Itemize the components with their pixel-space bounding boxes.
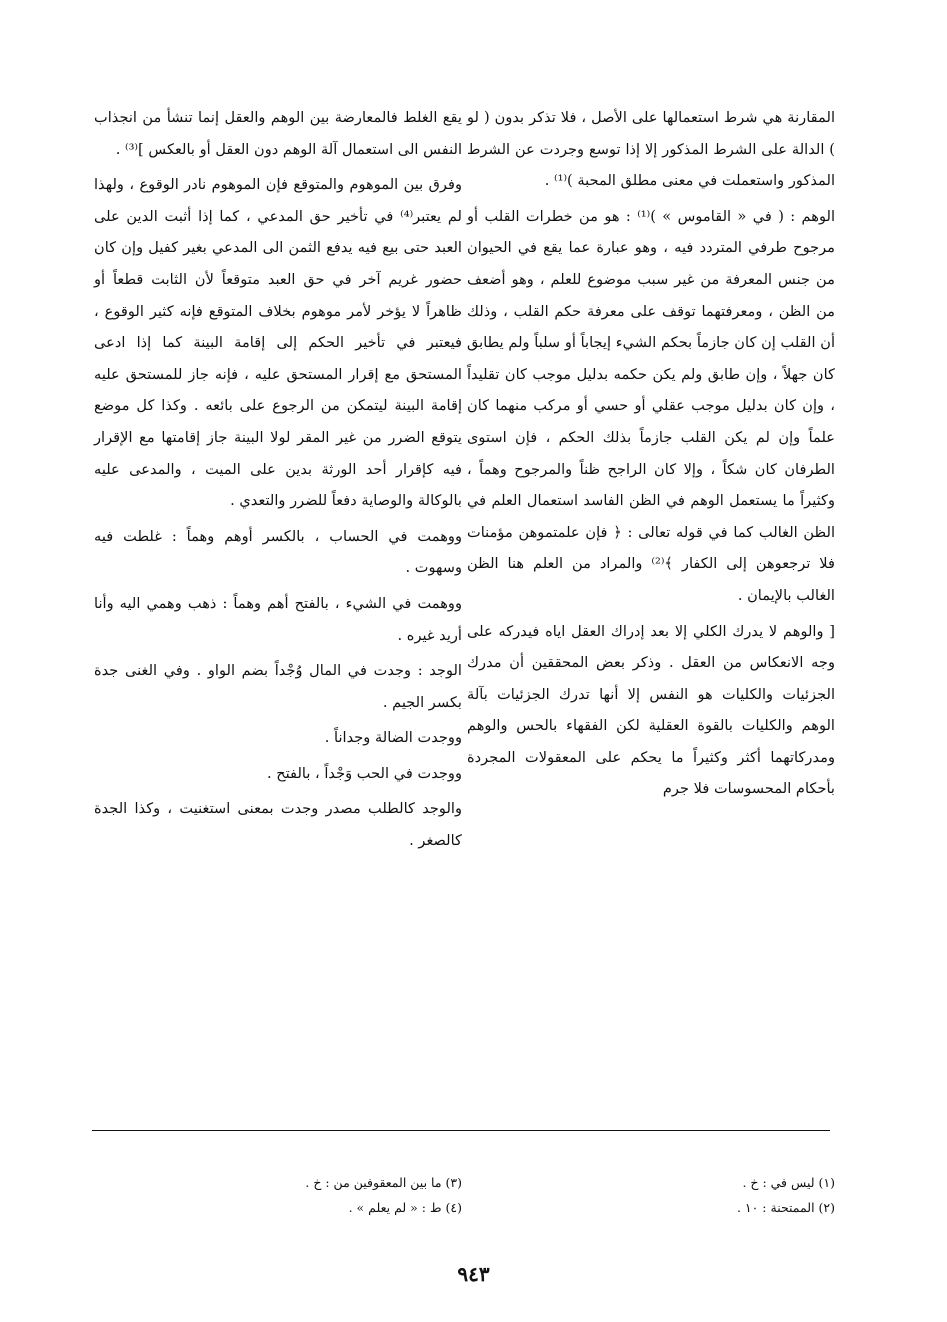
- paragraph: ووهمت في الشيء ، بالفتح أهم وهماً : ذهب وهمي اليه وأنا أريد غيره .: [94, 594, 462, 644]
- left-text-column: [94, 102, 462, 861]
- paragraph: ووجدت في الحب وَجْداً ، بالفتح .: [266, 764, 462, 782]
- paragraph: المقارنة هي شرط استعمالها على الأصل ، فلا تذكر بدون ( لو ) الدالة على الشرط المذكور إلا إذا توسع وجردت عن الشرط المذكور واستعملت في معنى مطلق المحبة )⁽¹⁾ .: [467, 109, 835, 190]
- page-number: ٩٤٣: [457, 1262, 490, 1286]
- paragraph: الوجد : وجدت في المال وُجْداً بضم الواو . وفي الغنى جدة بكسر الجيم .: [94, 662, 462, 711]
- paragraph: والوجد كالطلب مصدر وجدت بمعنى استغنيت ، وكذا الجدة كالصغر .: [94, 800, 462, 850]
- right-text-column: [467, 102, 835, 809]
- paragraph: وفرق بين الموهوم والمتوقع فإن الموهوم نادر الوقوع ، ولهذا لم يعتبر⁽⁴⁾ في تأخير حق المدعي ، كما إذا أثبت الدين على العبد حتى بيع فيه يدفع الثمن الى المدعي بغير كفيل وإن كان حضور غريم آخر في حق العبد متوقعاً لأن الثابت قطعاً أو ظاهراً لا يؤخر لأمر موهوم بخلاف المتوقع فإنه كثير الوقوع ، فيعتبر في تأخير الحكم إلى إقامة البينة كما إذا ادعى المستحق مع إقرار المستحق عليه ، فإنه جاز للمستحق عليه إقامة البينة ليتمكن من الرجوع على بائعه . وكذا كل موضع يتوقع الضرر من غير المقر لولا البينة جاز إقامتها مع الإقرار فيه كإقرار أحد الورثة بدين على الميت ، والمدعى عليه بالوكالة والوصاية دفعاً للضرر والتعدي .: [94, 176, 462, 510]
- paragraph: ووهمت في الحساب ، بالكسر أوهم وهماً : غلطت فيه وسهوت .: [94, 527, 462, 577]
- footnote: (٣) ما بين المعقوفين من : خ .: [305, 1175, 462, 1190]
- footnote: (٤) ط : « لم يعلم » .: [348, 1200, 462, 1215]
- paragraph: الوهم : ( في « القاموس » )⁽¹⁾ : هو من خطرات القلب أو مرجوح طرفي المتردد فيه ، وهو عبارة عما يقع في الحيوان من جنس المعرفة من غير سبب موضوع للعلم ، وهو أضعف من الظن ، ومعرفتهما توقف على معرفة حكم القلب ، وذلك أن القلب إن كان جازماً بحكم الشيء إيجاباً أو سلباً ولم يطابق كان جهلاً ، وإن طابق ولم يكن حكمه بدليل موجب كان تقليداً ، وإن كان بدليل موجب عقلي أو حسي أو مركب منهما كان علماً وإن لم يكن القلب جازماً بذلك الحكم ، فإن استوى الطرفان كان شكاً ، وإلا كان الراجح ظناً والمرجوح وهماً ، وكثيراً ما يستعمل الوهم في الظن الفاسد استعمال العلم في الظن الغالب كما في قوله تعالى : ﴿ فإن علمتموهن مؤمنات فلا ترجعوهن إلى الكفار ﴾⁽²⁾ والمراد من العلم هنا الظن الغالب بالإيمان .: [467, 207, 835, 604]
- footnotes-right: [467, 1170, 835, 1220]
- footnote: (١) ليس في : خ .: [742, 1175, 835, 1190]
- paragraph: [ والوهم لا يدرك الكلي إلا بعد إدراك العقل اياه فيدركه على وجه الانعكاس من العقل . وذكر بعض المحققين أن مدرك الجزئيات والكليات هو النفس إلا أنها تدرك الجزئيات بآلة الوهم والكليات بالقوة العقلية لكن الفقهاء بالحس والوهم ومدركاتهما أكثر وكثيراً ما يحكم على المعقولات المجردة بأحكام المحسوسات فلا جرم: [467, 622, 835, 798]
- paragraph: يقع الغلط فالمعارضة بين الوهم والعقل إنما تنشأ من انجذاب النفس الى استعمال آلة الوهم دون العقل أو بالعكس ]⁽³⁾ .: [94, 109, 462, 158]
- footnotes-left: [94, 1170, 462, 1220]
- footnote: (٢) الممتحنة : ١٠ .: [736, 1200, 835, 1215]
- paragraph: ووجدت الضالة وجداناً .: [324, 729, 462, 747]
- footnote-separator: [92, 1130, 830, 1131]
